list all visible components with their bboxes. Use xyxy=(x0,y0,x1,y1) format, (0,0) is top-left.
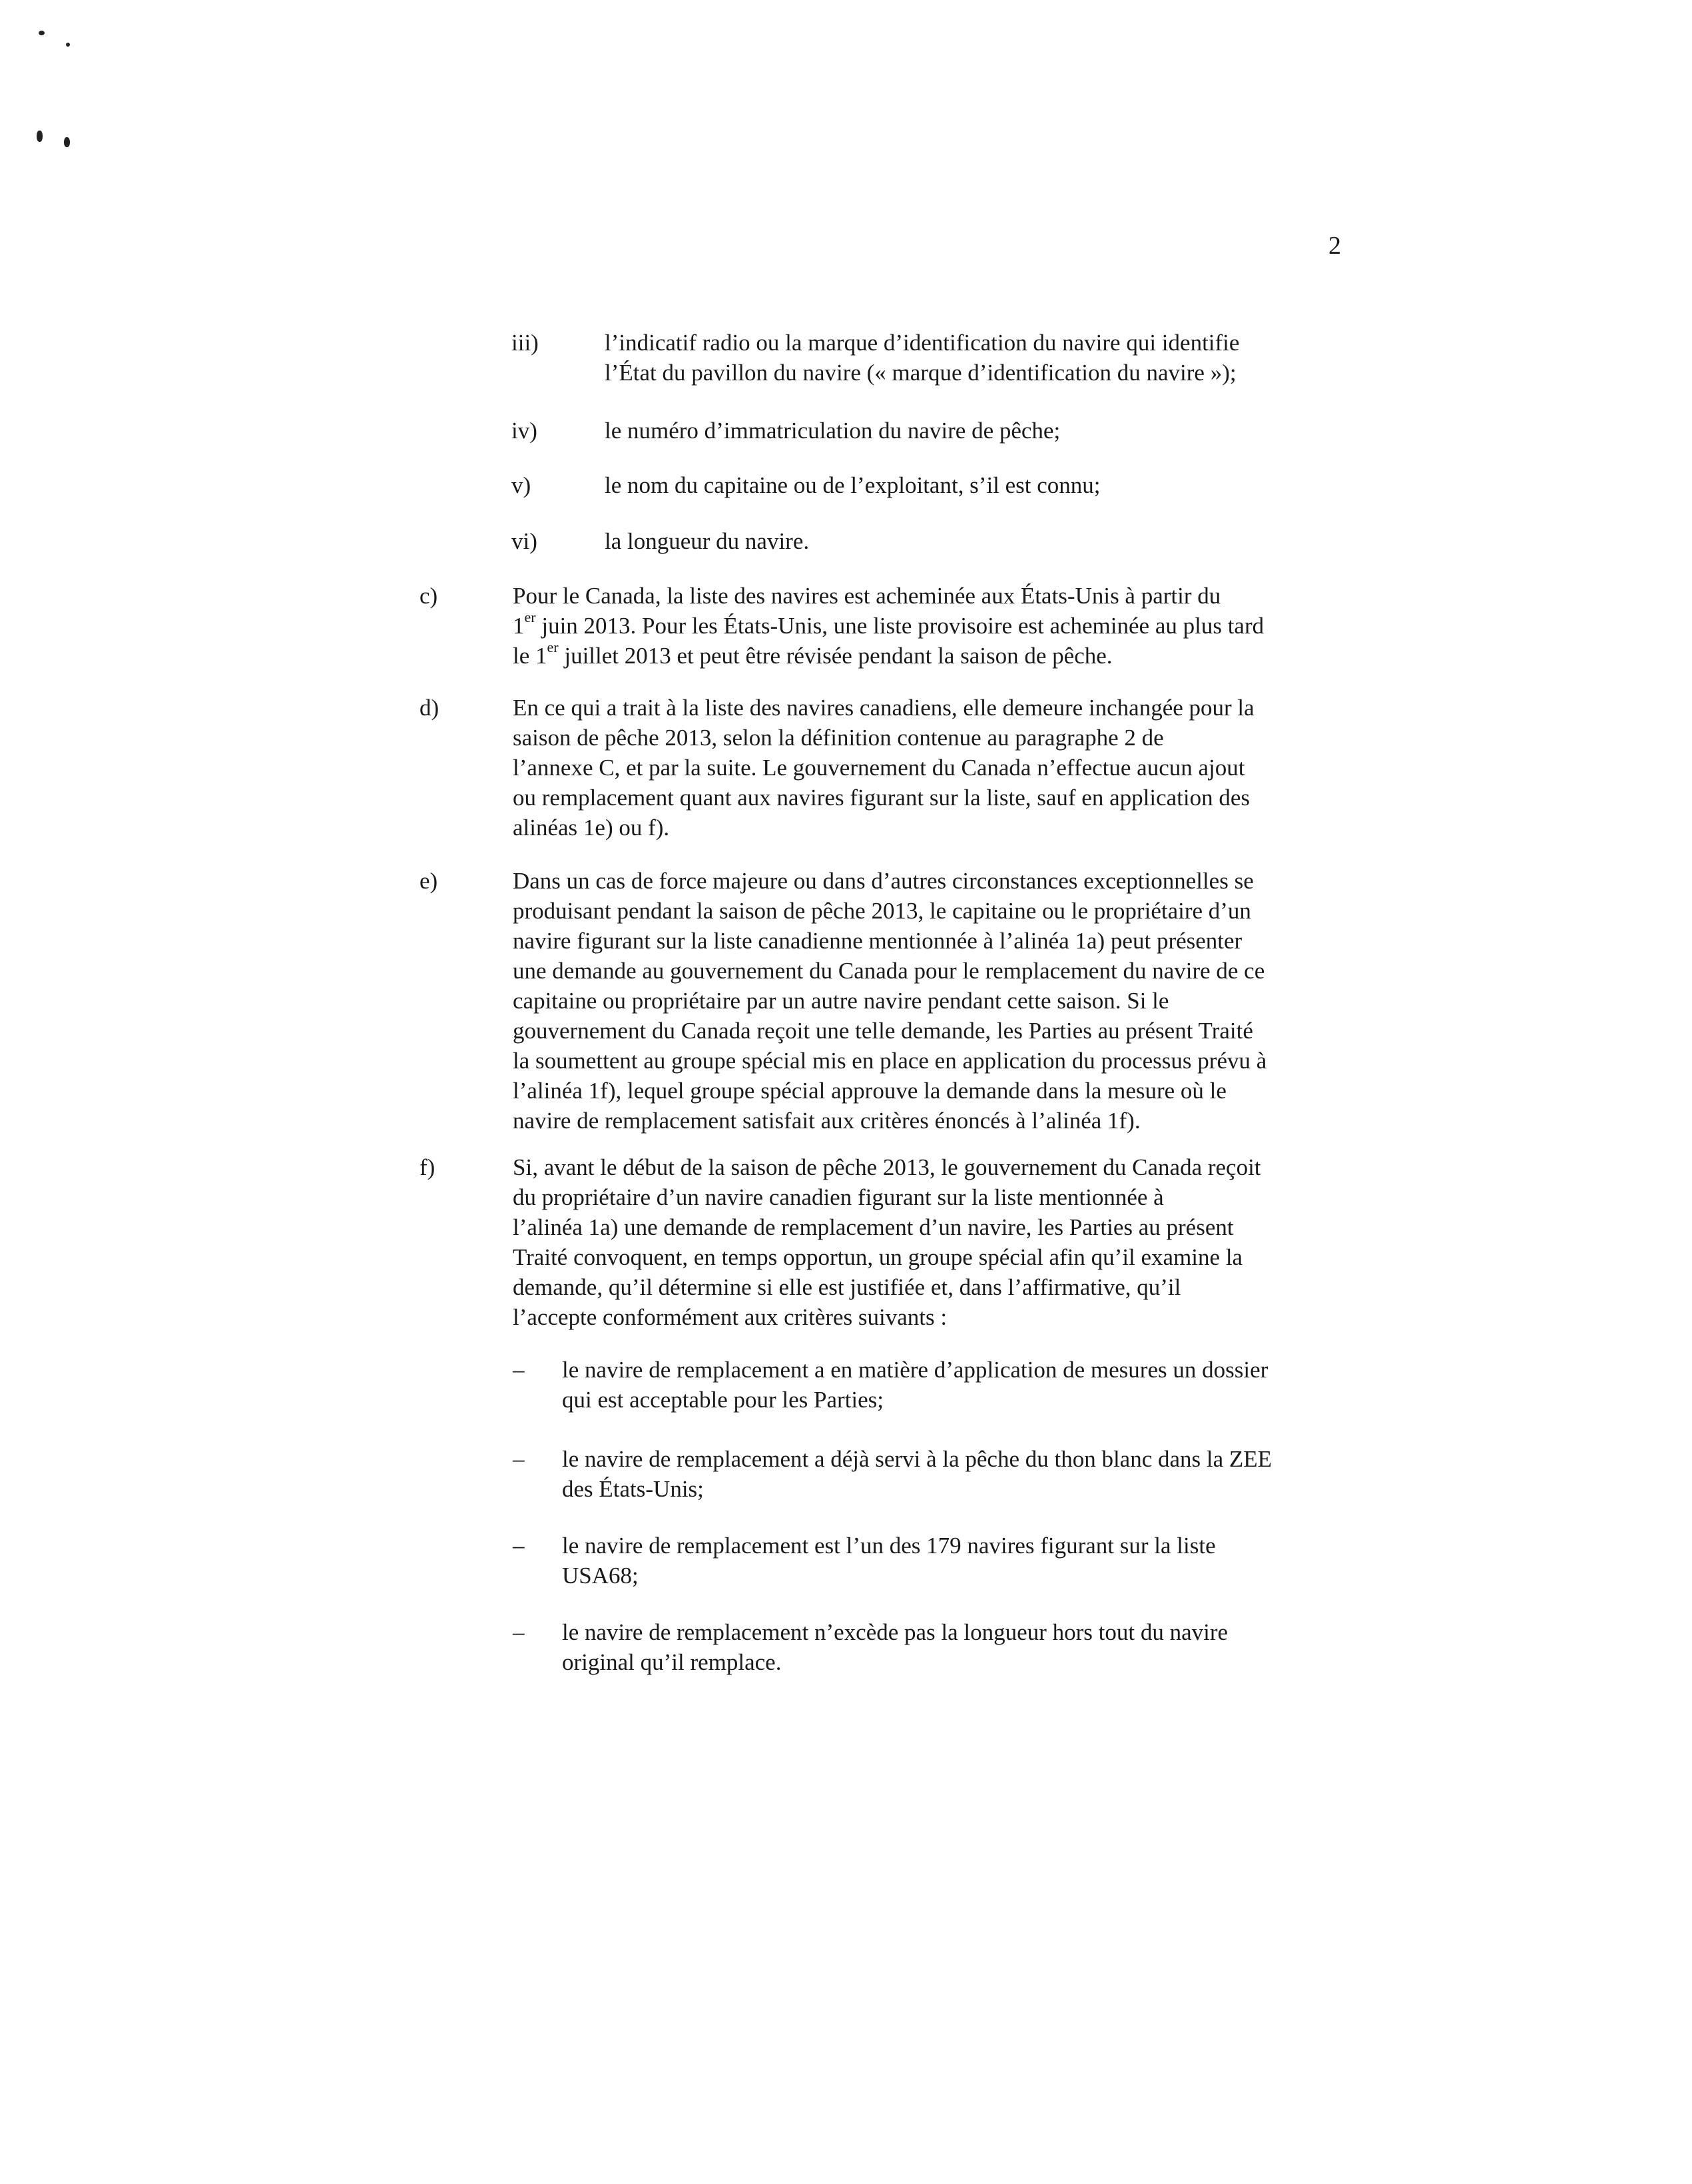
paragraph-label: c) xyxy=(420,583,438,609)
text-line: gouvernement du Canada reçoit une telle demande, les Parties au présent Traité xyxy=(513,1018,1253,1044)
text-line: le navire de remplacement est l’un des 179 navires figurant sur la liste xyxy=(562,1533,1216,1559)
text-line: alinéas 1e) ou f). xyxy=(513,815,670,841)
text-line: Si, avant le début de la saison de pêche 2013, le gouvernement du Canada reçoit xyxy=(513,1154,1261,1180)
text-line: En ce qui a trait à la liste des navires canadiens, elle demeure inchangée pour la xyxy=(513,695,1255,721)
text-line: produisant pendant la saison de pêche 2013, le capitaine ou le propriétaire d’un xyxy=(513,898,1251,924)
paragraph-d xyxy=(513,693,1255,843)
list-item xyxy=(562,1355,1268,1415)
text-line: 1er juin 2013. Pour les États-Unis, une liste provisoire est acheminée au plus tard xyxy=(513,609,1265,639)
text-line: l’État du pavillon du navire (« marque d’identification du navire »); xyxy=(605,360,1237,386)
text-line: l’alinéa 1a) une demande de remplacement d’un navire, les Parties au présent xyxy=(513,1214,1234,1240)
scan-speck xyxy=(39,31,45,35)
scan-speck xyxy=(66,43,70,47)
page-number: 2 xyxy=(1328,232,1341,260)
text-line: la longueur du navire. xyxy=(605,528,810,554)
paragraph-f xyxy=(513,1152,1261,1332)
sub-item-label: iii) xyxy=(511,330,539,356)
sub-item-text xyxy=(605,526,809,556)
list-item xyxy=(562,1531,1216,1591)
paragraph-label: f) xyxy=(420,1154,435,1180)
sub-item-label: v) xyxy=(511,472,531,498)
paragraph-label: d) xyxy=(420,695,439,721)
sub-item-label: iv) xyxy=(511,418,537,444)
text-line: l’accepte conformément aux critères suivants : xyxy=(513,1304,948,1330)
text-line: ou remplacement quant aux navires figurant sur la liste, sauf en application des xyxy=(513,785,1250,811)
text-line: Traité convoquent, en temps opportun, un groupe spécial afin qu’il examine la xyxy=(513,1244,1243,1270)
text-line: navire figurant sur la liste canadienne mentionnée à l’alinéa 1a) peut présenter xyxy=(513,928,1243,954)
paragraph-c xyxy=(513,581,1264,671)
sub-item-label: vi) xyxy=(511,528,537,554)
text-line: l’alinéa 1f), lequel groupe spécial approuve la demande dans la mesure où le xyxy=(513,1078,1227,1104)
paragraph-e xyxy=(513,866,1267,1136)
sub-item-text xyxy=(605,328,1239,388)
sub-item-text xyxy=(605,470,1101,500)
list-dash: – xyxy=(513,1533,525,1559)
text-line: des États-Unis; xyxy=(562,1476,704,1502)
text-line: saison de pêche 2013, selon la définition contenue au paragraphe 2 de xyxy=(513,725,1164,751)
text-line: le 1er juillet 2013 et peut être révisée pendant la saison de pêche. xyxy=(513,639,1113,669)
text-line: qui est acceptable pour les Parties; xyxy=(562,1387,884,1413)
text-line: du propriétaire d’un navire canadien figurant sur la liste mentionnée à xyxy=(513,1184,1164,1210)
list-dash: – xyxy=(513,1446,525,1472)
list-item xyxy=(562,1444,1272,1504)
sub-item-text xyxy=(605,416,1060,446)
text-line: l’indicatif radio ou la marque d’identification du navire qui identifie xyxy=(605,330,1240,356)
text-line: une demande au gouvernement du Canada pour le remplacement du navire de ce xyxy=(513,958,1265,984)
text-line: le nom du capitaine ou de l’exploitant, s’il est connu; xyxy=(605,472,1101,498)
text-line: le navire de remplacement a en matière d’application de mesures un dossier xyxy=(562,1357,1269,1383)
text-line: original qu’il remplace. xyxy=(562,1649,782,1675)
text-line: demande, qu’il détermine si elle est justifiée et, dans l’affirmative, qu’il xyxy=(513,1274,1181,1300)
text-line: USA68; xyxy=(562,1563,639,1589)
list-dash: – xyxy=(513,1357,525,1383)
list-item xyxy=(562,1617,1228,1677)
text-line: navire de remplacement satisfait aux critères énoncés à l’alinéa 1f). xyxy=(513,1108,1141,1134)
text-line: le navire de remplacement n’excède pas la longueur hors tout du navire xyxy=(562,1619,1229,1645)
text-line: capitaine ou propriétaire par un autre navire pendant cette saison. Si le xyxy=(513,988,1169,1014)
text-line: Dans un cas de force majeure ou dans d’autres circonstances exceptionnelles se xyxy=(513,868,1254,894)
text-line: le navire de remplacement a déjà servi à la pêche du thon blanc dans la ZEE xyxy=(562,1446,1272,1472)
scan-speck xyxy=(37,131,43,142)
text-line: le numéro d’immatriculation du navire de pêche; xyxy=(605,418,1061,444)
text-line: l’annexe C, et par la suite. Le gouvernement du Canada n’effectue aucun ajout xyxy=(513,755,1245,781)
scan-speck xyxy=(64,137,70,147)
text-line: Pour le Canada, la liste des navires est acheminée aux États-Unis à partir du xyxy=(513,583,1221,609)
list-dash: – xyxy=(513,1619,525,1645)
text-line: la soumettent au groupe spécial mis en place en application du processus prévu à xyxy=(513,1048,1267,1074)
paragraph-label: e) xyxy=(420,868,438,894)
